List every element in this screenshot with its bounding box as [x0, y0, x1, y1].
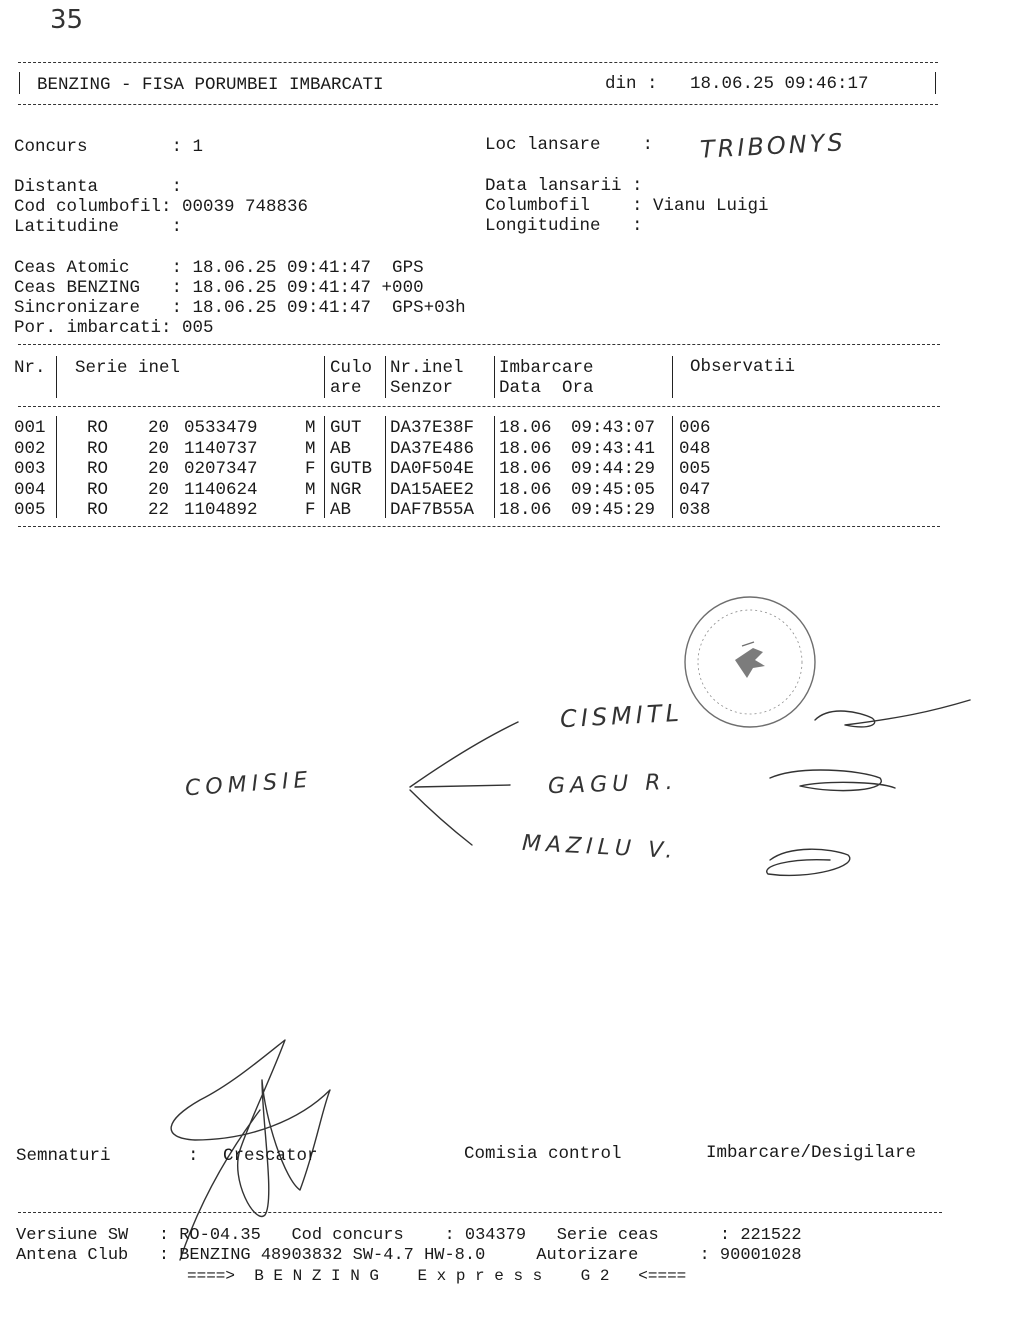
row-nr: 001: [14, 418, 46, 438]
row-data: 18.06: [499, 418, 552, 438]
row-year: 22: [148, 500, 170, 520]
semnaturi-colon: :: [188, 1146, 199, 1166]
ceas-atomic-field: Ceas Atomic : 18.06.25 09:41:47 GPS: [14, 258, 424, 278]
row-observatii: 048: [679, 438, 711, 459]
row-year: 20: [148, 438, 170, 459]
row-sex: M: [305, 418, 316, 438]
row-serie: 1140737: [184, 438, 258, 459]
row-observatii: 006: [679, 418, 711, 438]
row-nr: 002: [14, 438, 46, 459]
row-sex: F: [305, 500, 316, 520]
col-header-data-ora: Data Ora: [499, 378, 594, 398]
col-header-observatii: Observatii: [690, 357, 796, 377]
row-serie: 0207347: [184, 459, 258, 479]
page-title: BENZING - FISA PORUMBEI IMBARCATI: [37, 75, 384, 95]
commission-member-2: GAGU R.: [547, 769, 678, 800]
col-header-nr: Nr.: [14, 358, 46, 378]
row-data: 18.06: [499, 479, 552, 500]
row-serie: 0533479: [184, 418, 258, 438]
row-country: RO: [87, 418, 109, 438]
antena-line: Antena Club : BENZING 48903832 SW-4.7 HW-8.0 Autorizare : 90001028: [16, 1246, 802, 1265]
signature-scribble-2: [770, 770, 895, 791]
row-serie: 1140624: [184, 479, 258, 500]
row-culoare: NGR: [330, 479, 362, 500]
header-timestamp: 18.06.25 09:46:17: [690, 74, 869, 94]
por-imbarcati-field: Por. imbarcati: 005: [14, 318, 214, 338]
signature-scribble-1: [815, 700, 970, 727]
row-ora: 09:45:29: [571, 500, 656, 520]
row-ora: 09:43:41: [571, 438, 656, 459]
sincronizare-field: Sincronizare : 18.06.25 09:41:47 GPS+03h: [14, 298, 466, 318]
row-nr: 004: [14, 479, 46, 500]
loc-lansare-field: Loc lansare :: [485, 135, 654, 155]
row-data: 18.06: [499, 459, 552, 479]
commission-member-3: MAZILU V.: [521, 830, 679, 865]
row-culoare: AB: [330, 500, 352, 520]
row-senzor: DA37E38F: [390, 418, 475, 438]
row-observatii: 047: [679, 479, 711, 500]
longitudine-field: Longitudine :: [485, 216, 643, 236]
col-header-nrinel: Nr.inel: [390, 358, 464, 378]
col-header-senzor: Senzor: [390, 378, 454, 398]
row-senzor: DA0F504E: [390, 459, 475, 479]
col-header-imbarcare: Imbarcare: [499, 358, 594, 378]
header-din-label: din :: [605, 74, 658, 94]
row-observatii: 038: [679, 500, 711, 520]
data-lansarii-field: Data lansarii :: [485, 176, 643, 196]
footer-rule: [18, 1212, 942, 1213]
row-sex: M: [305, 479, 316, 500]
row-country: RO: [87, 459, 109, 479]
row-serie: 1104892: [184, 500, 258, 520]
club-stamp: [685, 597, 815, 727]
imbarcare-desigilare-label: Imbarcare/Desigilare: [706, 1143, 917, 1163]
row-ora: 09:45:05: [571, 479, 656, 500]
row-country: RO: [87, 500, 109, 520]
arrow-head-lower: [410, 790, 472, 845]
row-year: 20: [148, 459, 170, 479]
signature-scribble-3: [767, 849, 850, 875]
benzing-express-line: ====> B E N Z I N G E x p r e s s G 2 <====: [187, 1267, 687, 1285]
row-culoare: GUT: [330, 418, 362, 438]
latitudine-field: Latitudine :: [14, 217, 183, 237]
row-data: 18.06: [499, 438, 552, 459]
row-data: 18.06: [499, 500, 552, 520]
row-senzor: DA15AEE2: [390, 479, 475, 500]
row-senzor: DAF7B55A: [390, 500, 475, 520]
concurs-field: Concurs : 1: [14, 137, 204, 157]
semnaturi-label: Semnaturi: [16, 1146, 111, 1166]
main-signature: [171, 1040, 330, 1216]
row-observatii: 005: [679, 459, 711, 479]
comisia-control-label: Comisia control: [464, 1144, 622, 1164]
row-year: 20: [148, 479, 170, 500]
row-sex: M: [305, 438, 316, 459]
row-culoare: AB: [330, 438, 352, 459]
row-senzor: DA37E486: [390, 438, 475, 459]
row-sex: F: [305, 459, 316, 479]
commission-member-1: CISMITL: [559, 698, 684, 734]
row-country: RO: [87, 479, 109, 500]
arrow-shaft: [415, 785, 510, 787]
row-ora: 09:44:29: [571, 459, 656, 479]
col-header-are: are: [330, 378, 362, 398]
comisie-handwritten: COMISIE: [184, 767, 314, 802]
versiune-line: Versiune SW : RO-04.35 Cod concurs : 034379 Serie ceas : 221522: [16, 1226, 802, 1245]
page-number: 35: [50, 5, 84, 35]
row-nr: 003: [14, 459, 46, 479]
loc-lansare-handwritten: TRIBONYS: [699, 128, 847, 164]
cod-columbofil-field: Cod columbofil: 00039 748836: [14, 197, 309, 217]
col-header-serie: Serie inel: [75, 358, 181, 378]
row-year: 20: [148, 418, 170, 438]
arrow-head-upper: [410, 722, 518, 787]
distanta-field: Distanta :: [14, 177, 183, 197]
columbofil-field: Columbofil : Vianu Luigi: [485, 196, 769, 216]
row-ora: 09:43:07: [571, 418, 656, 438]
row-nr: 005: [14, 500, 46, 520]
row-culoare: GUTB: [330, 459, 373, 479]
crescator-label: Crescator: [223, 1146, 318, 1166]
ceas-benzing-field: Ceas BENZING : 18.06.25 09:41:47 +000: [14, 278, 424, 298]
row-country: RO: [87, 438, 109, 459]
col-header-culo: Culo: [330, 358, 373, 378]
